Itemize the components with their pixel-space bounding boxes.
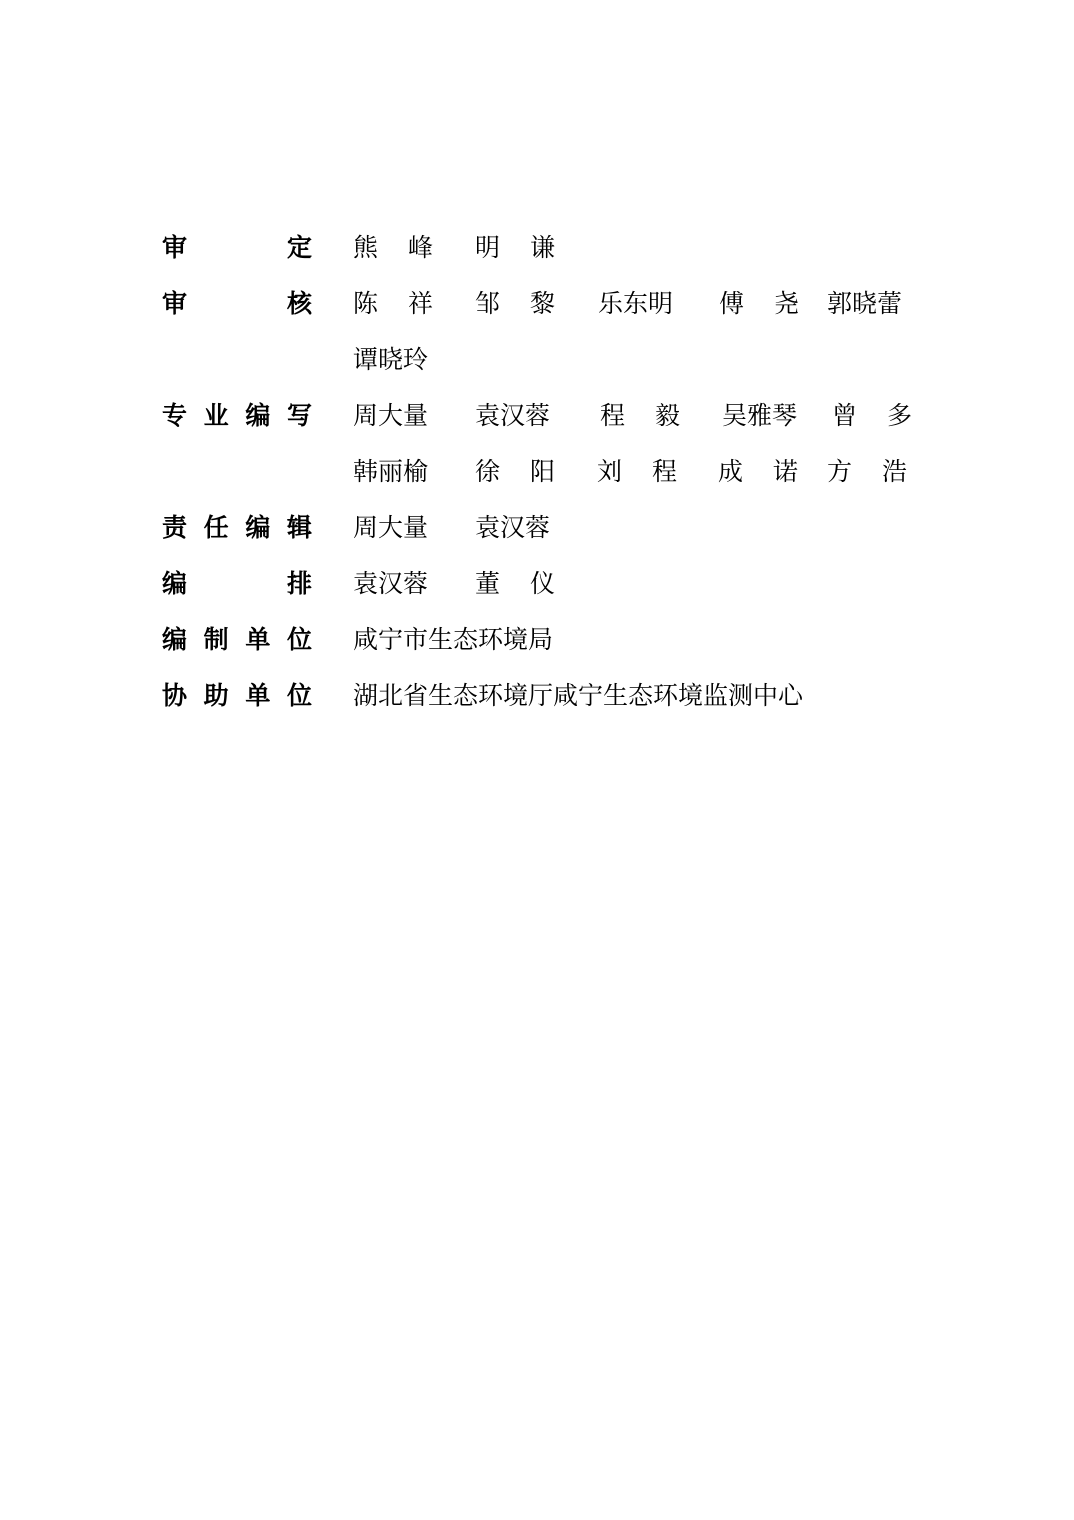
- person-name: 乐东明: [598, 288, 674, 318]
- credit-names: [353, 555, 962, 611]
- person-name: 陈 祥: [353, 288, 433, 318]
- person-name: 徐 阳: [475, 456, 555, 486]
- label-char: 制: [203, 624, 229, 654]
- label-char: 编: [162, 624, 188, 654]
- label-char: 排: [286, 568, 312, 598]
- credit-row-review-check-continued: [162, 331, 962, 387]
- credit-label: [162, 680, 312, 710]
- person-name: 郭晓蕾: [827, 288, 903, 318]
- credit-row-writers-continued: [162, 443, 962, 499]
- label-char: 单: [245, 624, 271, 654]
- label-char: 业: [203, 400, 229, 430]
- label-char: 写: [286, 400, 312, 430]
- credit-names: [353, 331, 962, 387]
- label-char: 责: [162, 512, 188, 542]
- credit-names: [353, 611, 962, 667]
- label-char: 位: [286, 624, 312, 654]
- credit-names: [353, 667, 962, 723]
- credit-row-review-check: [162, 275, 962, 331]
- person-name: 周大量: [353, 512, 429, 542]
- credit-names: [353, 387, 962, 443]
- label-char: 助: [203, 680, 229, 710]
- credit-label: [162, 512, 312, 542]
- credit-label: [162, 400, 312, 430]
- credit-label: [162, 232, 312, 262]
- credit-row-editors: [162, 499, 962, 555]
- person-name: 傅 尧: [719, 288, 799, 318]
- person-name: 邹 黎: [475, 288, 555, 318]
- label-char: 编: [162, 568, 188, 598]
- credit-names: [353, 499, 962, 555]
- credit-row-review-approval: [162, 219, 962, 275]
- label-char: 单: [245, 680, 271, 710]
- credit-row-compiling-unit: [162, 611, 962, 667]
- credit-row-writers: [162, 387, 962, 443]
- person-name: 韩丽榆: [353, 456, 429, 486]
- label-char: 任: [203, 512, 229, 542]
- credit-names: [353, 275, 962, 331]
- label-char: 审: [162, 232, 188, 262]
- label-char: 专: [162, 400, 188, 430]
- label-char: 编: [245, 400, 271, 430]
- label-char: 位: [286, 680, 312, 710]
- person-name: 吴雅琴: [722, 400, 798, 430]
- person-name: 明 谦: [475, 232, 555, 262]
- label-char: 编: [245, 512, 271, 542]
- person-name: 袁汉蓉: [475, 512, 551, 542]
- organization-name: 咸宁市生态环境局: [353, 624, 554, 654]
- label-char: 审: [162, 288, 188, 318]
- person-name: 袁汉蓉: [353, 568, 429, 598]
- credit-row-layout: [162, 555, 962, 611]
- person-name: 袁汉蓉: [475, 400, 551, 430]
- credit-names: [353, 443, 962, 499]
- person-name: 周大量: [353, 400, 429, 430]
- person-name: 程 毅: [600, 400, 680, 430]
- person-name: 曾 多: [832, 400, 912, 430]
- credit-label: [162, 624, 312, 654]
- person-name: 刘 程: [597, 456, 677, 486]
- credit-label: [162, 568, 312, 598]
- person-name: 方 浩: [827, 456, 907, 486]
- credit-names: [353, 219, 962, 275]
- person-name: 谭晓玲: [353, 344, 429, 374]
- credit-label: [162, 288, 312, 318]
- person-name: 董 仪: [475, 568, 555, 598]
- person-name: 成 诺: [718, 456, 798, 486]
- credits-list: [162, 219, 962, 723]
- credit-row-assisting-unit: [162, 667, 962, 723]
- label-char: 协: [162, 680, 188, 710]
- person-name: 熊 峰: [353, 232, 433, 262]
- label-char: 辑: [286, 512, 312, 542]
- organization-name: 湖北省生态环境厅咸宁生态环境监测中心: [353, 680, 804, 710]
- label-char: 定: [286, 232, 312, 262]
- label-char: 核: [286, 288, 312, 318]
